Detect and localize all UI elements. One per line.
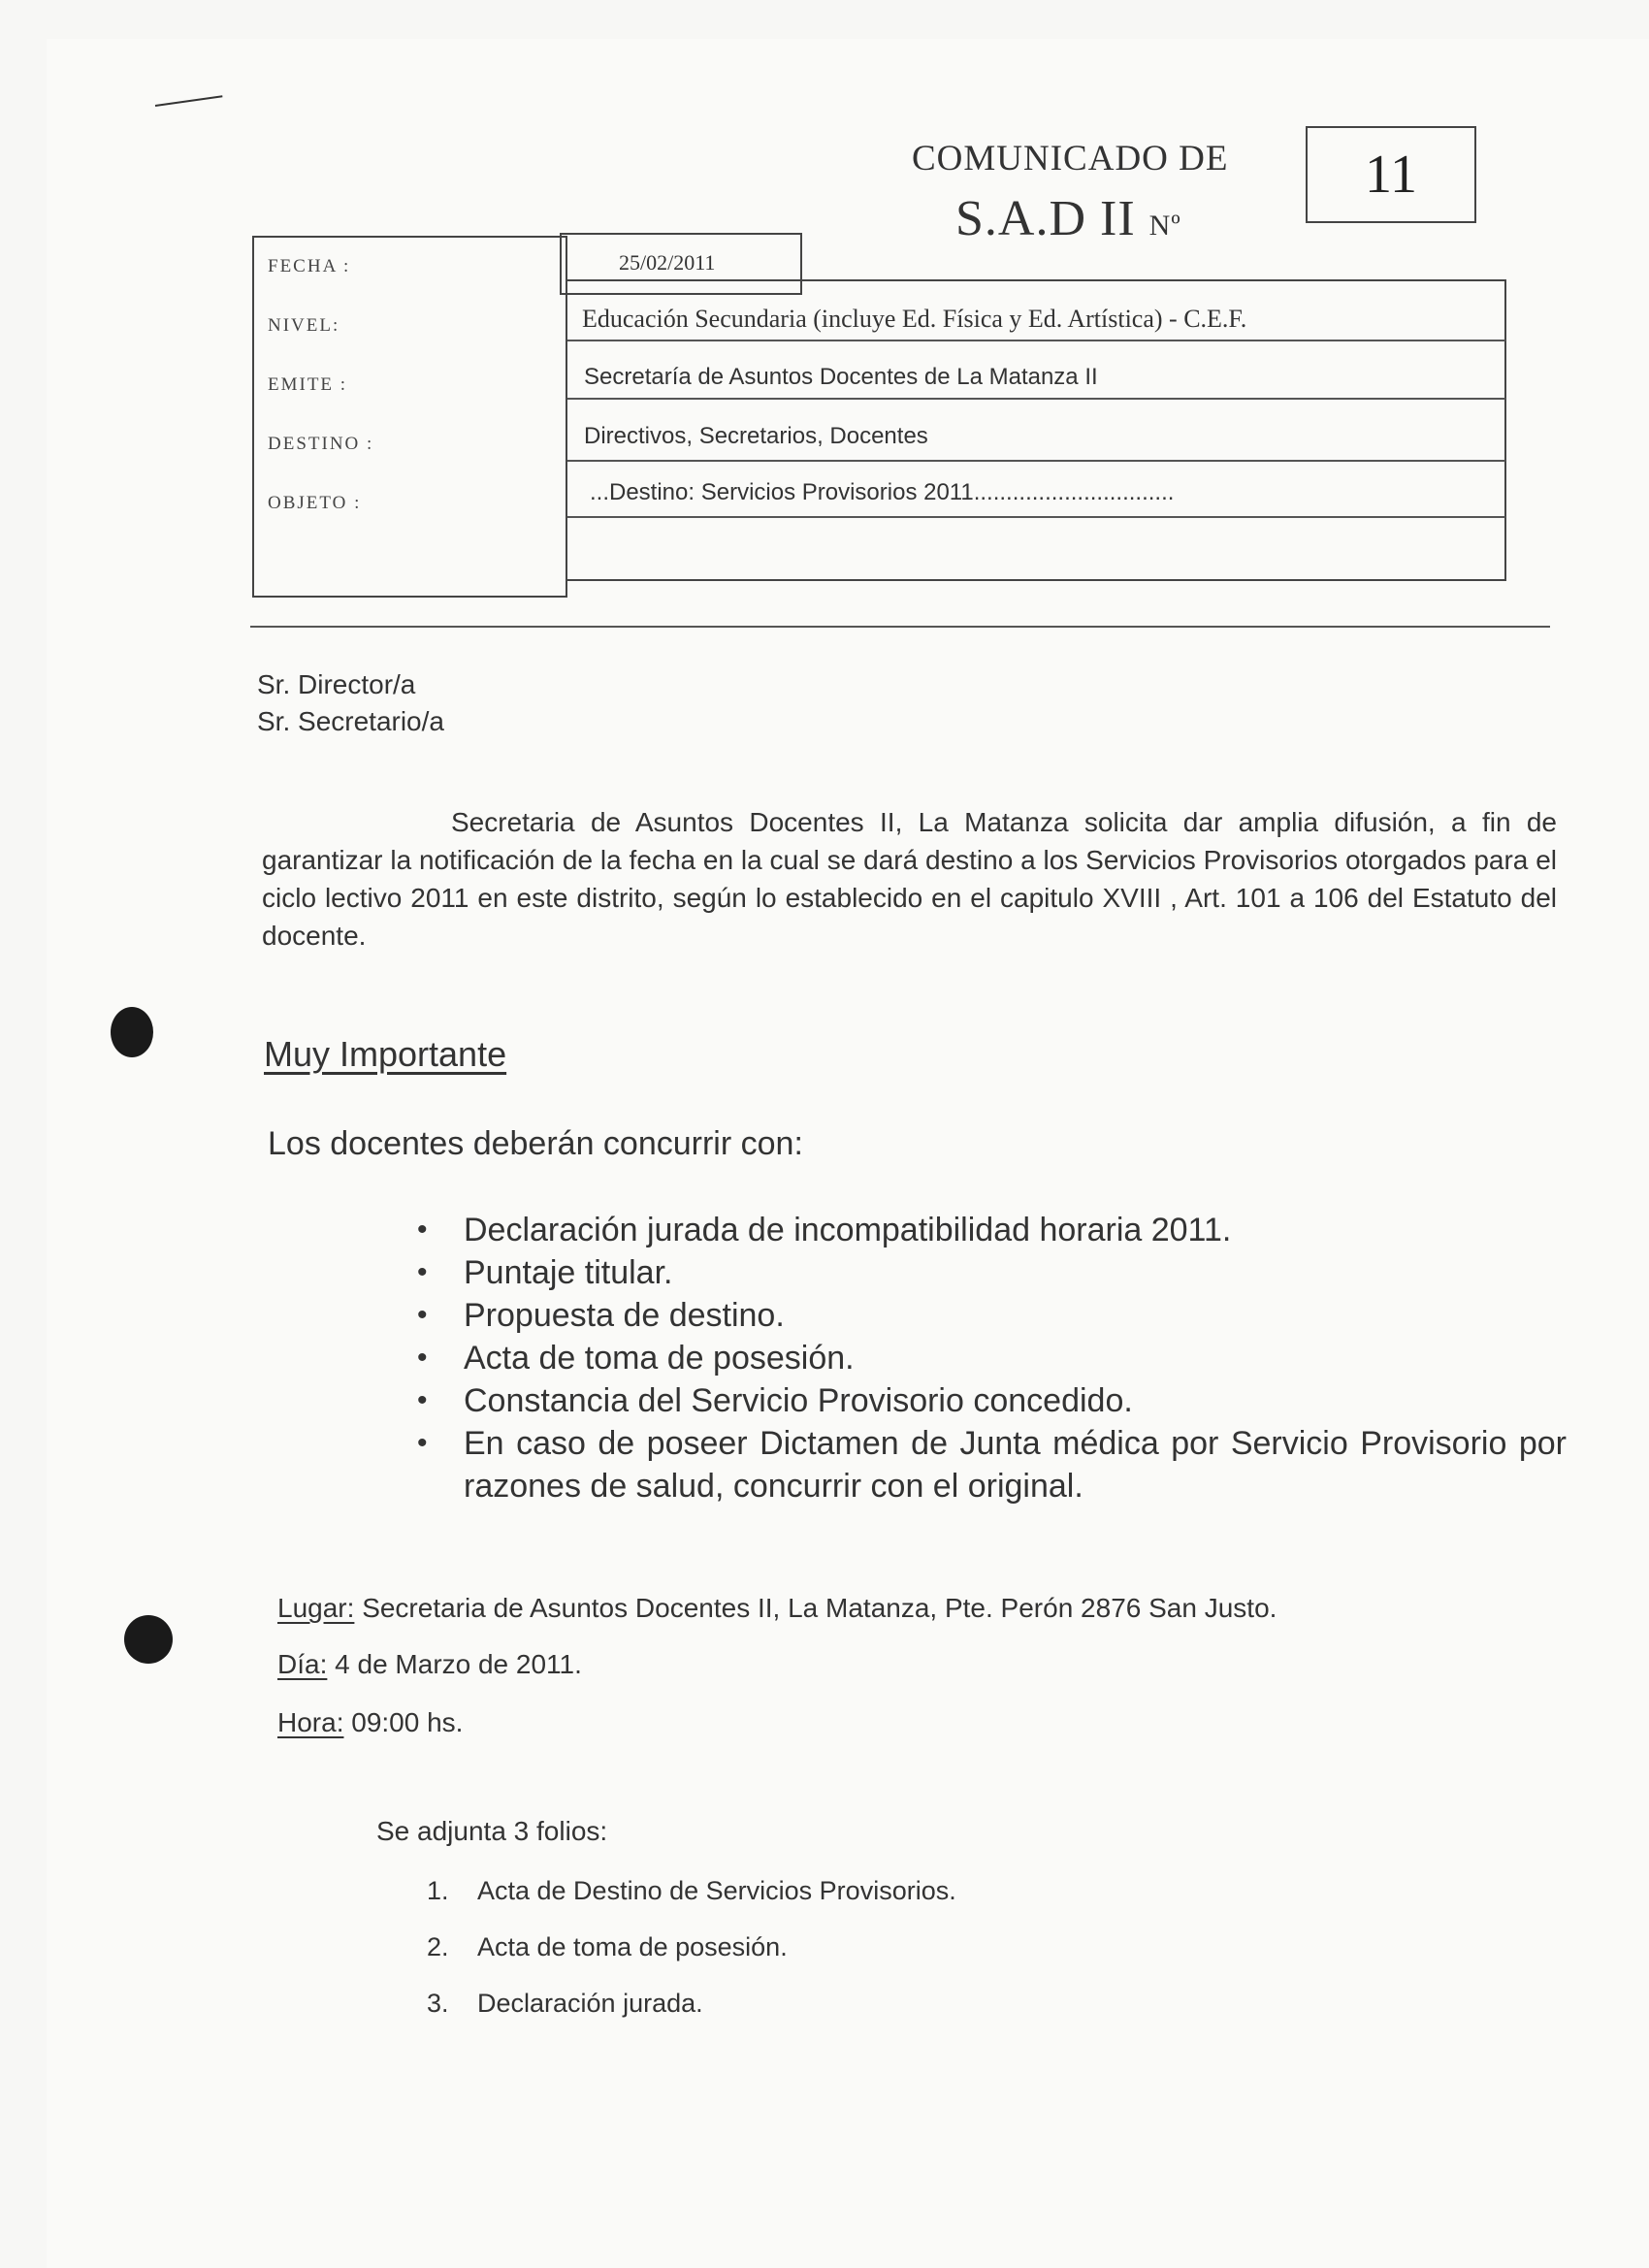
emite-value: Secretaría de Asuntos Docentes de La Matanza II — [584, 364, 1098, 390]
body-paragraph-text: Secretaria de Asuntos Docentes II, La Matanza solicita dar amplia difusión, a fin de garantizar la notificación de la fecha en la cual se dará destino a los Servicios Provisorios otorgados para el ciclo lectivo 2011 en este distrito, según lo establecido en el capitulo XVIII , Art. 101 a 106 del Estatuto del docente. — [262, 807, 1557, 951]
list-item: • Constancia del Servicio Provisorio concedido. — [417, 1379, 1567, 1422]
attachments-intro: Se adjunta 3 folios: — [376, 1816, 608, 1846]
list-item: 1. Acta de Destino de Servicios Provisorios. — [427, 1876, 956, 1905]
list-item: • Propuesta de destino. — [417, 1294, 1567, 1337]
bullet-icon: • — [417, 1256, 428, 1288]
destino-label: DESTINO : — [268, 434, 374, 454]
section-separator — [250, 626, 1550, 628]
bullet-icon: • — [417, 1384, 428, 1416]
form-label-column — [252, 236, 567, 598]
row-divider — [567, 460, 1505, 462]
emite-label: EMITE : — [268, 374, 348, 395]
title-line-1: COMUNICADO DE — [912, 139, 1229, 178]
row-divider — [567, 516, 1505, 518]
list-item: • Declaración jurada de incompatibilidad horaria 2011. — [417, 1209, 1567, 1251]
list-item: • Puntaje titular. — [417, 1251, 1567, 1294]
list-item: • Acta de toma de posesión. — [417, 1337, 1567, 1379]
objeto-label: OBJETO : — [268, 493, 362, 513]
title-line-2 — [955, 190, 1181, 247]
lugar-line — [277, 1593, 1277, 1624]
requirements-intro: Los docentes deberán concurrir con: — [268, 1125, 803, 1162]
bullet-icon: • — [417, 1214, 428, 1246]
body-paragraph — [262, 803, 1557, 955]
greeting-secretario: Sr. Secretario/a — [257, 706, 444, 736]
dia-value: 4 de Marzo de 2011. — [335, 1649, 582, 1679]
bullet-icon: • — [417, 1427, 428, 1459]
destino-value: Directivos, Secretarios, Docentes — [584, 423, 928, 449]
requirements-list — [417, 1209, 1567, 1507]
hora-line — [277, 1707, 463, 1738]
list-item: 2. Acta de toma de posesión. — [427, 1932, 788, 1961]
lugar-value: Secretaria de Asuntos Docentes II, La Matanza, Pte. Perón 2876 San Justo. — [362, 1593, 1277, 1623]
row-divider — [567, 398, 1505, 400]
nivel-label: NIVEL: — [268, 315, 340, 336]
important-heading: Muy Importante — [264, 1034, 507, 1074]
row-divider — [567, 340, 1505, 341]
hora-value: 09:00 hs. — [351, 1707, 464, 1737]
attachments-list — [427, 1863, 956, 2031]
bullet-icon: • — [417, 1342, 428, 1374]
lugar-label: Lugar: — [277, 1593, 355, 1623]
objeto-value: ...Destino: Servicios Provisorios 2011............................... — [590, 479, 1175, 505]
list-item: 3. Declaración jurada. — [427, 1989, 703, 2018]
list-item: • En caso de poseer Dictamen de Junta médica por Servicio Provisorio por razones de salud, concurrir con el original. — [417, 1422, 1567, 1507]
greeting-director: Sr. Director/a — [257, 669, 416, 699]
fecha-value: 25/02/2011 — [619, 250, 716, 275]
nivel-value: Educación Secundaria (incluye Ed. Física y Ed. Artística) - C.E.F. — [582, 305, 1247, 333]
title-number-sign: Nº — [1148, 210, 1181, 242]
dia-label: Día: — [277, 1649, 328, 1679]
comunicado-number: 11 — [1306, 126, 1476, 223]
dia-line — [277, 1649, 582, 1680]
punch-hole-top — [111, 1007, 153, 1057]
bullet-icon: • — [417, 1299, 428, 1331]
hora-label: Hora: — [277, 1707, 344, 1737]
title-sadii: S.A.D II — [955, 191, 1136, 246]
fecha-label: FECHA : — [268, 256, 351, 276]
punch-hole-bottom — [124, 1615, 173, 1664]
